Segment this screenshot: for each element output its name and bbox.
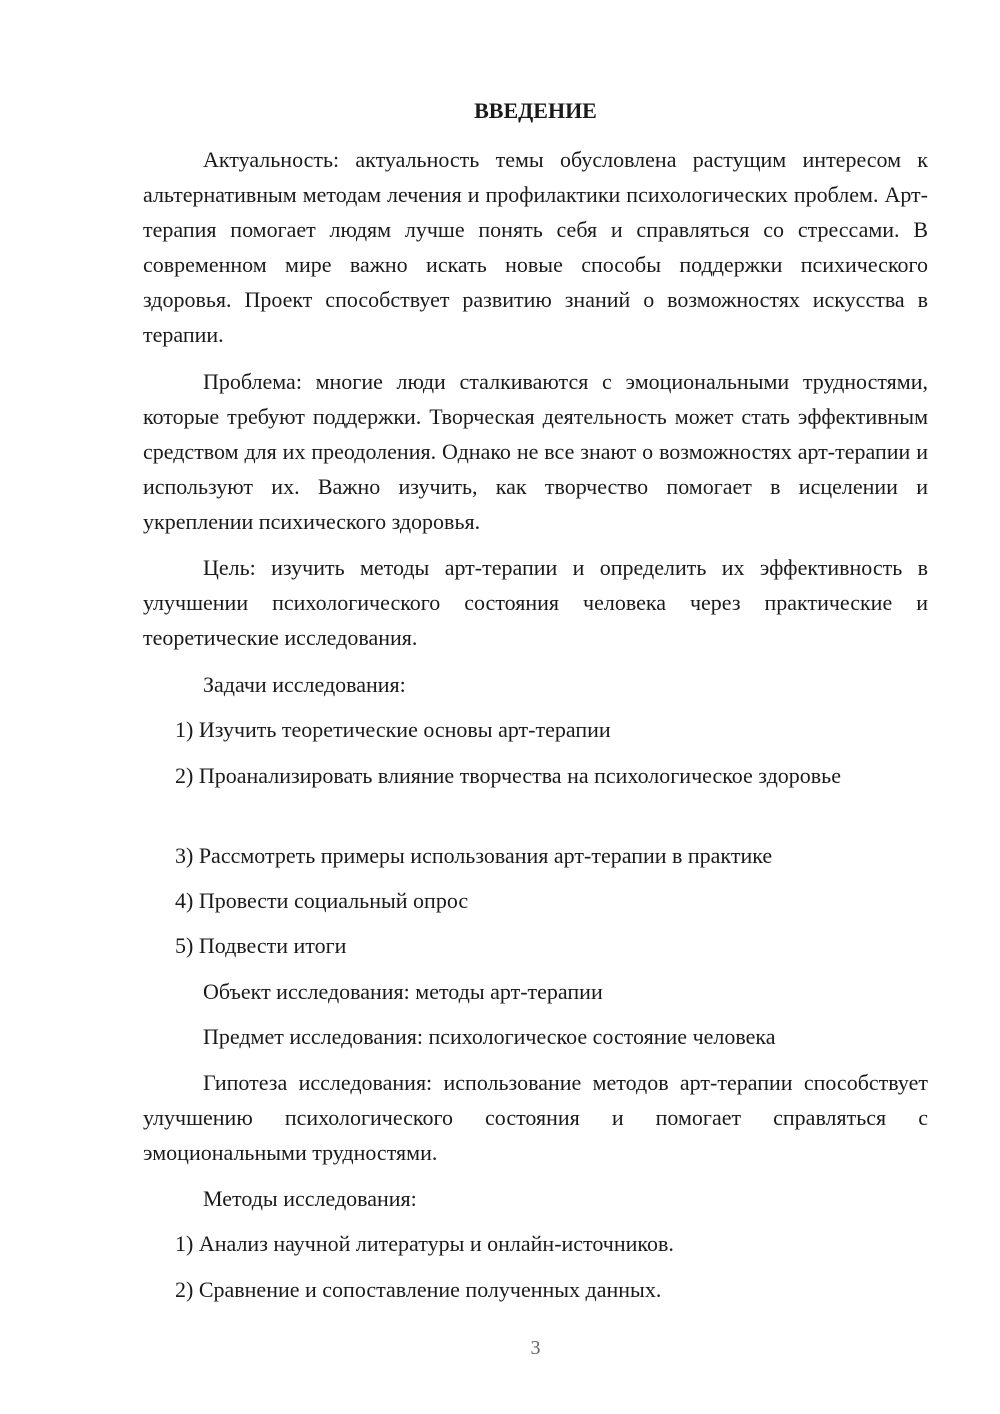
tasks-heading: Задачи исследования: — [203, 672, 406, 697]
hypothesis-paragraph: Гипотеза исследования: использование методов арт-терапии способствует улучшению психологического состояния и помогает справляться с эмоциональными трудностями. — [143, 1070, 928, 1165]
method-item: 1) Анализ научной литературы и онлайн-источников. — [175, 1231, 674, 1256]
object-paragraph: Объект исследования: методы арт-терапии — [203, 979, 603, 1004]
method-item: 2) Сравнение и сопоставление полученных данных. — [175, 1277, 662, 1302]
task-item: 3) Рассмотреть примеры использования арт-терапии в практике — [175, 843, 773, 868]
task-item: 1) Изучить теоретические основы арт-терапии — [175, 717, 611, 742]
methods-heading: Методы исследования: — [203, 1186, 417, 1211]
problem-paragraph: Проблема: многие люди сталкиваются с эмоциональными трудностями, которые требуют поддержки. Творческая деятельность может стать эффективным средством для их преодоления. Однако не все знают о возможностях арт-терапии и используют их. Важно изучить, как творчество помогает в исцелении и укреплении психического здоровья. — [143, 369, 928, 534]
task-item: 5) Подвести итоги — [175, 933, 347, 958]
task-item: 2) Проанализировать влияние творчества на психологическое здоровье — [175, 763, 841, 788]
subject-paragraph: Предмет исследования: психологическое состояние человека — [203, 1024, 776, 1049]
relevance-paragraph: Актуальность: актуальность темы обусловлена растущим интересом к альтернативным методам лечения и профилактики психологических проблем. Арт-терапия помогает людям лучше понять себя и справляться со стрессами. В современном мире важно искать новые способы поддержки психического здоровья. Проект способствует развитию знаний о возможностях искусства в терапии. — [143, 147, 928, 347]
page-number: 3 — [530, 1337, 541, 1359]
goal-paragraph: Цель: изучить методы арт-терапии и определить их эффективность в улучшении психологического состояния человека через практические и теоретические исследования. — [143, 555, 928, 650]
page-title: ВВЕДЕНИЕ — [474, 98, 597, 123]
task-item: 4) Провести социальный опрос — [175, 888, 469, 913]
